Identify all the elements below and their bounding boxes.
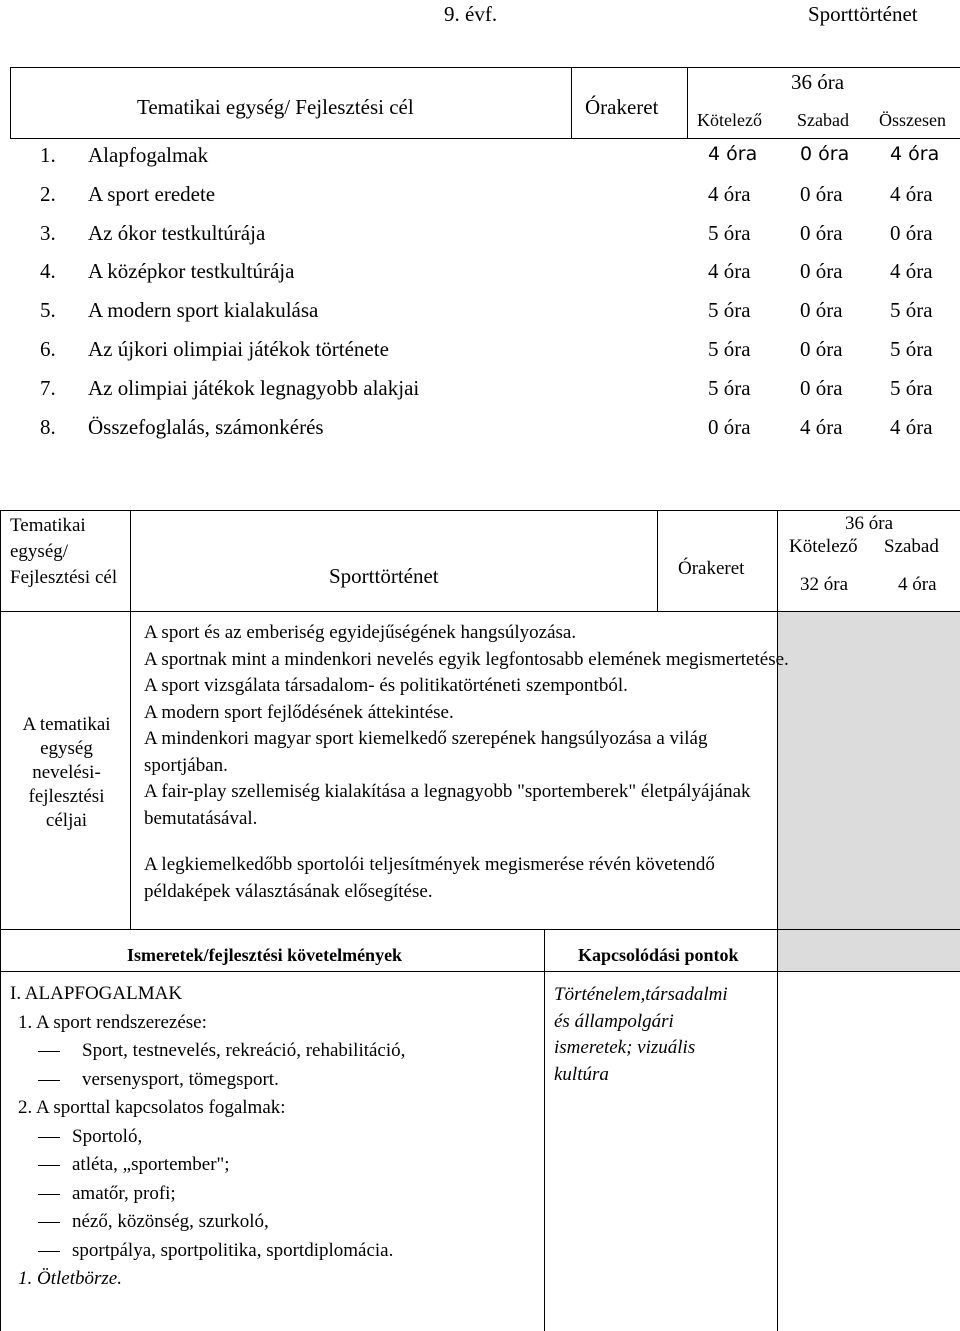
goal-item: A sport és az emberiség egyidejűségének hangsúlyozása. [144,622,577,643]
row-kotelezo: 0 óra [708,414,751,439]
row-name: Alapfogalmak [88,143,209,167]
row-szabad: 0 óra [800,298,843,323]
unit-total: 36 óra [845,513,894,534]
unit-kotelezo-label: Kötelező [789,536,858,557]
summary-table-header [10,67,960,139]
table-row [10,333,960,372]
dash-item-text: atléta, „sportember"; [72,1154,230,1175]
row-osszesen: 5 óra [890,298,933,323]
dash-item [10,1237,405,1266]
row-szabad: 4 óra [800,414,843,439]
total-hours: 36 óra [791,70,845,94]
table-row [10,411,960,450]
dash-item-text: Sport, testnevelés, rekreáció, rehabilitáció, [82,1040,406,1061]
req-item: 2. A sporttal kapcsolatos fogalmak: [18,1097,286,1118]
conn-header-cell [544,929,778,972]
dash-item-text: sportpálya, sportpolitika, sportdiplomácia. [72,1239,394,1261]
row-szabad: 0 óra [800,181,843,206]
dash-item [10,1123,405,1152]
req-header-cell [0,929,545,972]
table-row [10,372,960,411]
row-osszesen: 5 óra [890,375,933,400]
row-name: Az ókor testkultúrája [88,220,266,245]
unit-hours-label: Órakeret [678,558,745,579]
row-name: Az újkori olimpiai játékok története [88,336,389,361]
row-osszesen: 4 óra [890,414,933,439]
unit-hours-cell [657,510,778,612]
connection-line: és állampolgári [554,1010,674,1032]
summary-table-rows [10,139,960,449]
row-num: 3. [40,220,56,245]
row-num: 4. [40,259,56,284]
goals-label-cell [0,611,131,930]
unit-title: Sporttörténet [329,564,439,588]
unit-szabad-label: Szabad [884,536,939,557]
row-kotelezo: 4 óra [708,143,758,165]
conn-header: Kapcsolódási pontok [578,945,739,965]
row-name: Összefoglalás, számonkérés [88,414,324,439]
goal-item: A modern sport fejlődésének áttekintése. [144,701,454,723]
unit-szabad-value: 4 óra [898,574,937,595]
goal-item: A mindenkori magyar sport kiemelkedő szerepének hangsúlyozása a világ sportjában. [144,728,708,776]
req-item: 1. A sport rendszerezése: [18,1011,207,1033]
unit-col1-line: Tematikai [10,515,86,536]
row-kotelezo: 4 óra [708,181,751,206]
connection-line: kultúra [554,1063,609,1085]
goals-shaded-cell [777,611,960,930]
row-szabad: 0 óra [800,220,843,245]
row-num: 7. [40,375,56,400]
row-osszesen: 4 óra [890,181,933,206]
row-name: A modern sport kialakulása [88,298,319,323]
subject-label: Sporttörténet [808,2,918,26]
row-num: 2. [40,181,56,206]
dash-item [10,1066,405,1095]
unit-title-cell [130,510,658,612]
dash-item-text: Sportoló, [72,1125,143,1147]
goals-label-line: nevelési- [32,762,101,783]
row-name: A sport eredete [88,181,216,206]
row-kotelezo: 5 óra [708,220,751,245]
unit-col1-cell [0,510,131,612]
table-row [10,294,960,333]
grade-label: 9. évf. [444,2,498,26]
req-item: 1. Ötletbörze. [18,1268,122,1289]
dash-item [10,1208,405,1237]
dash-item-text: amatőr, profi; [72,1182,176,1204]
row-num: 6. [40,336,56,361]
row-szabad: 0 óra [800,375,843,400]
connections-list [554,982,784,1088]
row-kotelezo: 4 óra [708,259,751,284]
row-szabad: 0 óra [800,336,843,361]
dash-item-text: versenysport, tömegsport. [82,1068,279,1090]
row-num: 5. [40,298,56,323]
empty-content-cell [777,971,960,1331]
table-row [10,217,960,256]
goal-item: A legkiemelkedőbb sportolói teljesítmények megismerése révén követendő példaképek választásának elősegítése. [144,854,715,902]
goal-item: A sport vizsgálata társadalom- és politikatörténeti szempontból. [144,675,628,696]
row-kotelezo: 5 óra [708,336,751,361]
goals-list [144,620,794,905]
table-row [10,255,960,294]
row-osszesen: 4 óra [890,143,940,165]
row-kotelezo: 5 óra [708,298,751,323]
goal-item: A fair-play szellemiség kialakítása a legnagyobb "sportemberek" életpályájának bemutatásával. [144,781,751,829]
goal-item: A sportnak mint a mindenkori nevelés egyik legfontosabb elemének megismertetése. [144,648,789,670]
goals-label-line: fejlesztési [28,786,105,807]
unit-total-cell [777,510,960,612]
dash-item [10,1180,405,1209]
goals-label-line: egység [40,738,93,759]
unit-col1-line: Fejlesztési cél [10,567,118,588]
goals-label-line: A tematikai [22,714,111,735]
dash-item [10,1151,405,1180]
row-osszesen: 5 óra [890,336,933,361]
dash-item [10,1037,405,1066]
unit-col1-line: egység/ [10,541,69,562]
dash-item-text: néző, közönség, szurkoló, [72,1211,269,1232]
connection-line: Történelem,társadalmi [554,984,728,1005]
col-hours: Órakeret [585,95,659,119]
req-header: Ismeretek/fejlesztési követelmények [127,945,403,965]
row-name: Az olimpiai játékok legnagyobb alakjai [88,375,420,400]
row-szabad: 0 óra [800,143,850,165]
row-szabad: 0 óra [800,259,843,284]
summary-table [10,67,960,449]
row-name: A középkor testkultúrája [88,259,295,284]
goals-label-line: céljai [45,810,88,831]
unit-kotelezo-value: 32 óra [800,574,849,595]
shaded-header-cell [777,929,960,972]
col-title: Tematikai egység/ Fejlesztési cél [137,95,414,119]
row-osszesen: 4 óra [890,259,933,284]
sub-col-szabad: Szabad [797,110,849,130]
section-title: I. ALAPFOGALMAK [10,983,183,1004]
row-num: 1. [40,143,56,167]
table-row [10,139,960,178]
sub-col-osszesen: Összesen [879,110,946,130]
requirements-list [10,980,405,1294]
row-kotelezo: 5 óra [708,375,751,400]
sub-col-kotelezo: Kötelező [697,110,762,130]
connection-line: ismeretek; vizuális [554,1037,696,1058]
row-osszesen: 0 óra [890,220,933,245]
row-num: 8. [40,414,56,439]
table-row [10,178,960,217]
